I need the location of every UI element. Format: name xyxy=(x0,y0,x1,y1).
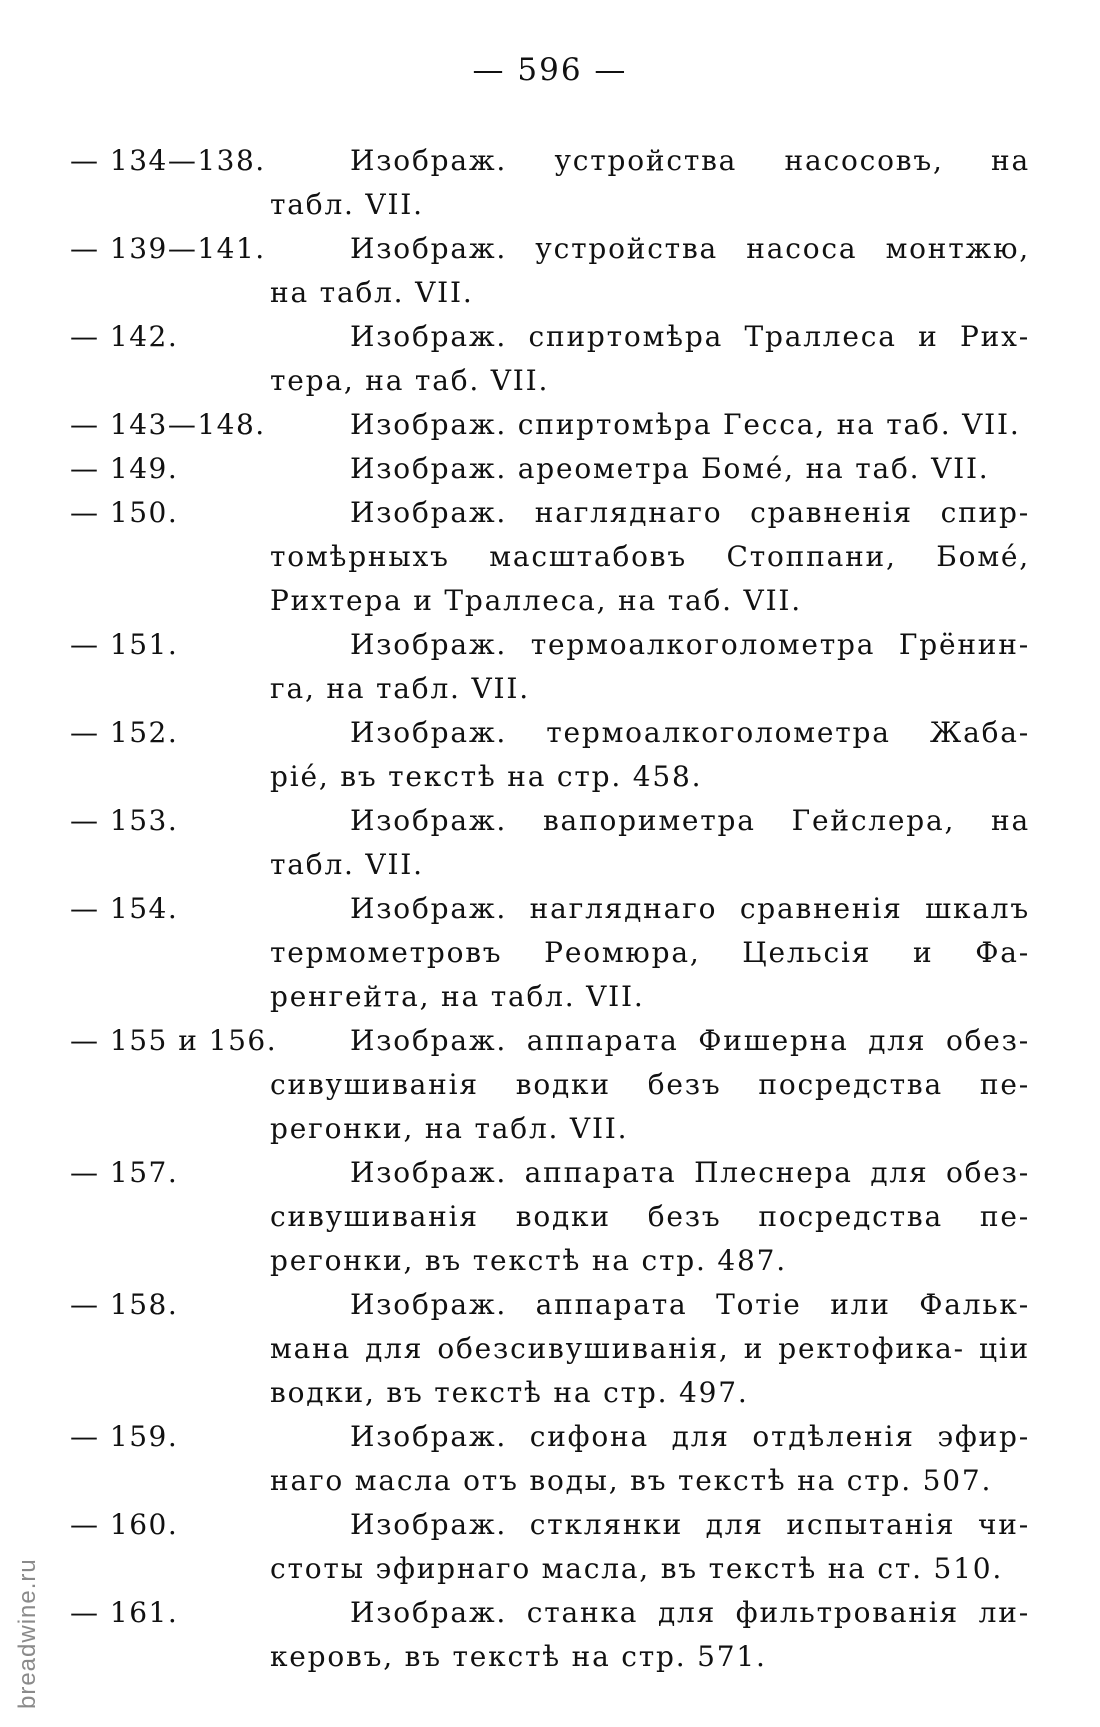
list-item xyxy=(70,1283,1030,1415)
figure-description xyxy=(270,799,1030,887)
figure-description xyxy=(270,1503,1030,1591)
list-item xyxy=(70,799,1030,887)
description-line: Изображ. сифона для отдѣленія эфир- xyxy=(350,1420,1030,1453)
list-item xyxy=(70,315,1030,403)
description-line: Изображ. термоалкоголометра Жаба- xyxy=(350,716,1030,749)
description-continuation: га, на табл. VII. xyxy=(270,672,530,705)
figure-number: — 153. xyxy=(70,804,179,837)
description-line: Изображ. аппарата Тотіе или Фальк- xyxy=(350,1288,1030,1321)
description-continuation: табл. VII. xyxy=(270,848,424,881)
description-continuation: термометровъ Реомюра, Цельсія и Фа- ренгейта, на табл. VII. xyxy=(270,936,1030,1013)
figure-description xyxy=(270,711,1030,799)
figure-description xyxy=(270,1415,1030,1503)
list-item xyxy=(70,1151,1030,1283)
figure-description xyxy=(270,1591,1030,1679)
description-line: Изображ. спиртомѣра Гесса, на таб. VII. xyxy=(350,408,1021,441)
figure-description xyxy=(350,403,1030,447)
figure-number: — 155 и 156. xyxy=(70,1024,278,1057)
description-continuation: на табл. VII. xyxy=(270,276,474,309)
description-line: Изображ. нагляднаго сравненія спир- xyxy=(350,496,1030,529)
figure-description xyxy=(270,1019,1030,1151)
figure-description xyxy=(270,887,1030,1019)
figure-description xyxy=(270,139,1030,227)
description-line: Изображ. ареометра Бомé, на таб. VII. xyxy=(350,452,990,485)
list-item xyxy=(70,403,1030,447)
figure-number: — 154. xyxy=(70,892,179,925)
list-item xyxy=(70,491,1030,623)
description-continuation: наго масла отъ воды, въ текстѣ на стр. 507. xyxy=(270,1464,993,1497)
figure-description xyxy=(270,623,1030,711)
figure-number: — 151. xyxy=(70,628,179,661)
description-continuation: мана для обезсивушиванія, и ректофика- ціи водки, въ текстѣ на стр. 497. xyxy=(270,1332,1030,1409)
description-line: Изображ. нагляднаго сравненія шкалъ xyxy=(350,892,1030,925)
list-item xyxy=(70,139,1030,227)
list-item xyxy=(70,447,1030,491)
description-continuation: сивушиванія водки безъ посредства пе- регонки, въ текстѣ на стр. 487. xyxy=(270,1200,1030,1277)
figure-number: — 150. xyxy=(70,496,179,529)
list-item xyxy=(70,623,1030,711)
figure-description xyxy=(270,315,1030,403)
description-line: Изображ. станка для фильтрованія ли- xyxy=(350,1596,1030,1629)
list-item xyxy=(70,227,1030,315)
description-line: Изображ. аппарата Плеснера для обез- xyxy=(350,1156,1030,1189)
list-item xyxy=(70,711,1030,799)
figure-number: — 143—148. xyxy=(70,408,266,441)
figure-description xyxy=(270,1151,1030,1283)
figure-number: — 161. xyxy=(70,1596,179,1629)
figure-description xyxy=(270,1283,1030,1415)
list-item xyxy=(70,1019,1030,1151)
figure-index-list xyxy=(70,139,1030,1679)
figure-number: — 157. xyxy=(70,1156,179,1189)
description-continuation: тера, на таб. VII. xyxy=(270,364,550,397)
description-continuation: стоты эфирнаго масла, въ текстѣ на ст. 510. xyxy=(270,1552,1004,1585)
figure-description xyxy=(270,491,1030,623)
description-continuation: табл. VII. xyxy=(270,188,424,221)
figure-number: — 158. xyxy=(70,1288,179,1321)
description-continuation: керовъ, въ текстѣ на стр. 571. xyxy=(270,1640,767,1673)
figure-number: — 139—141. xyxy=(70,232,266,265)
description-line: Изображ. вапориметра Гейслера, на xyxy=(350,804,1030,837)
description-continuation: сивушиванія водки безъ посредства пе- регонки, на табл. VII. xyxy=(270,1068,1030,1145)
figure-number: — 134—138. xyxy=(70,144,266,177)
description-line: Изображ. аппарата Фишерна для обез- xyxy=(350,1024,1030,1057)
description-line: Изображ. стклянки для испытанія чи- xyxy=(350,1508,1030,1541)
watermark: breadwine.ru xyxy=(14,1558,41,1709)
page-number: — 596 — xyxy=(472,52,628,88)
list-item xyxy=(70,887,1030,1019)
description-line: Изображ. термоалкоголометра Грёнин- xyxy=(350,628,1030,661)
list-item xyxy=(70,1503,1030,1591)
figure-description xyxy=(350,447,1030,491)
figure-number: — 149. xyxy=(70,452,179,485)
figure-number: — 142. xyxy=(70,320,179,353)
figure-number: — 160. xyxy=(70,1508,179,1541)
description-line: Изображ. устройства насосовъ, на xyxy=(350,144,1030,177)
figure-description xyxy=(270,227,1030,315)
figure-number: — 159. xyxy=(70,1420,179,1453)
description-line: Изображ. спиртомѣра Траллеса и Рих- xyxy=(350,320,1030,353)
description-continuation: томѣрныхъ масштабовъ Стоппани, Бомé, Рихтера и Траллеса, на таб. VII. xyxy=(270,540,1030,617)
list-item xyxy=(70,1415,1030,1503)
description-continuation: ріé, въ текстѣ на стр. 458. xyxy=(270,760,703,793)
description-line: Изображ. устройства насоса монтжю, xyxy=(350,232,1030,265)
list-item xyxy=(70,1591,1030,1679)
figure-number: — 152. xyxy=(70,716,179,749)
